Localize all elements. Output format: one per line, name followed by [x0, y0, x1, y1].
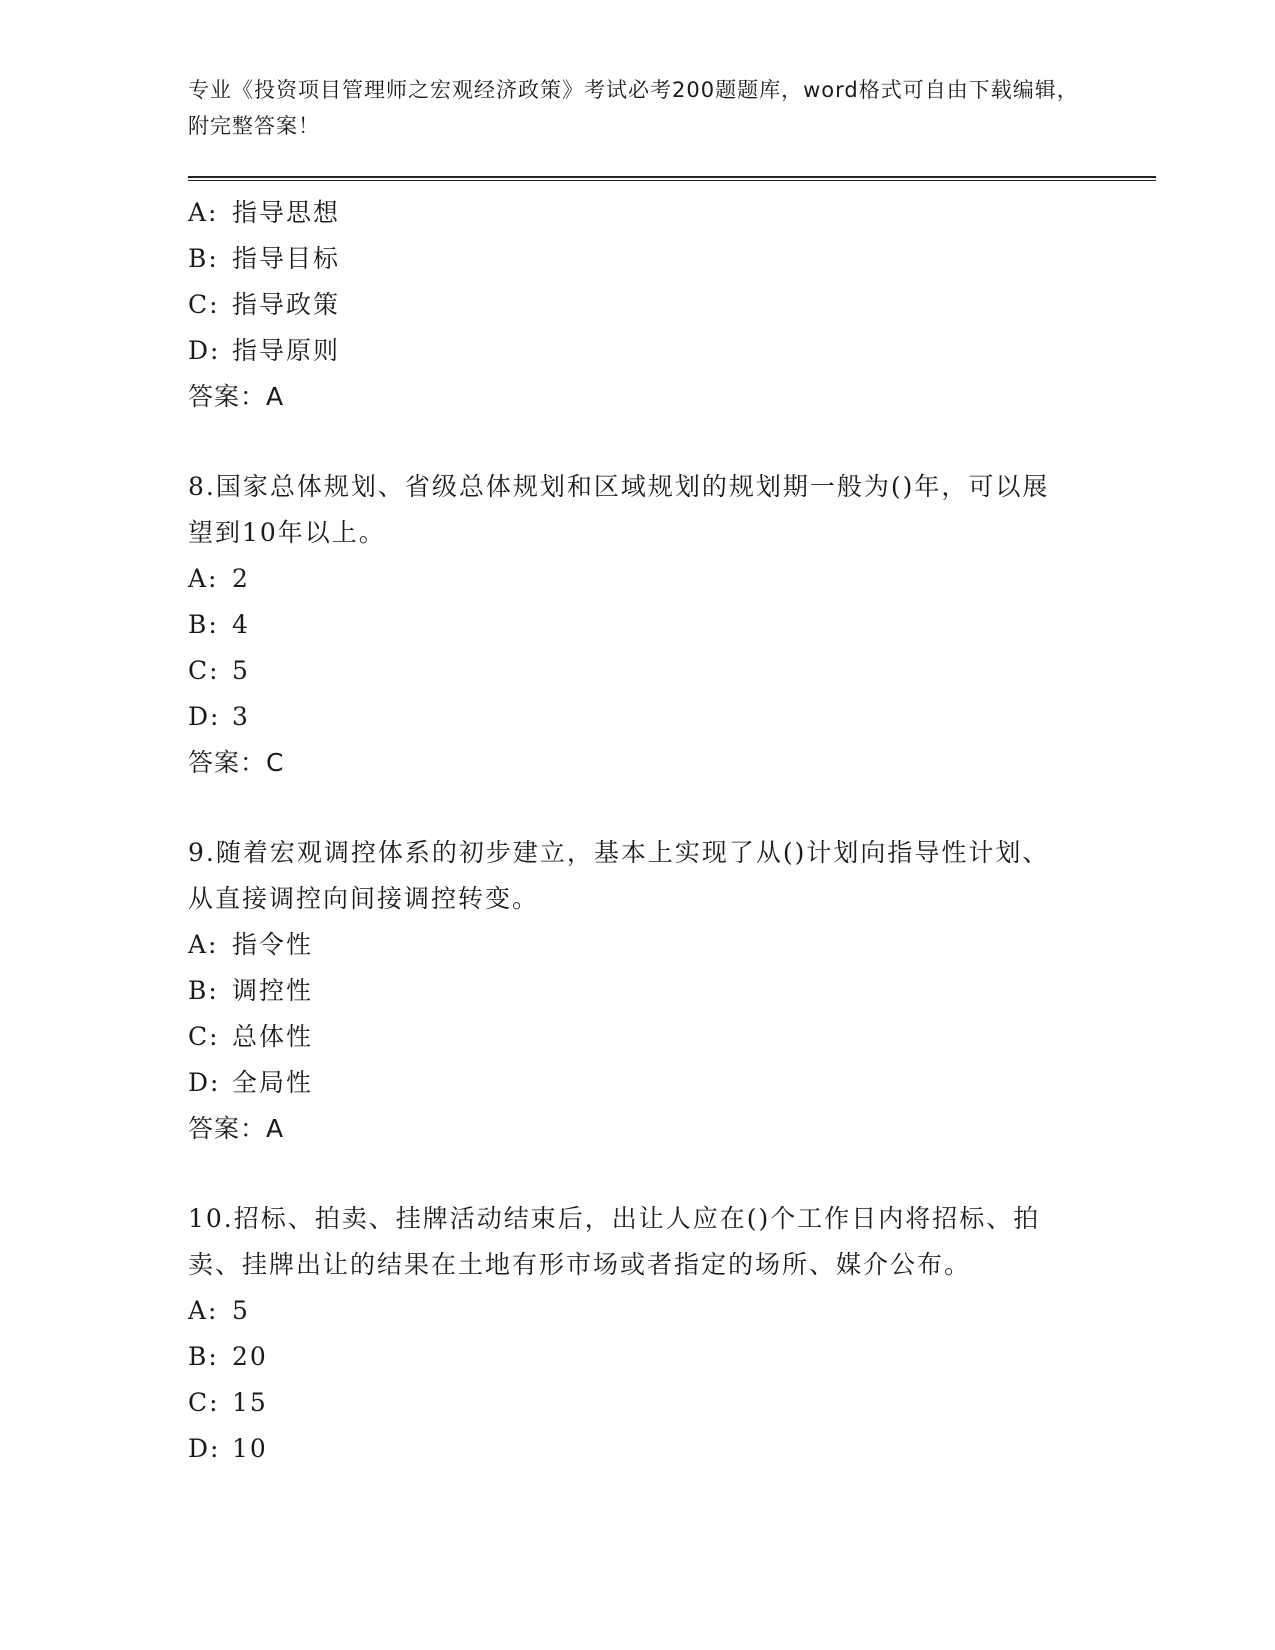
- question-block-9: [188, 830, 1088, 1152]
- option-d: D: 10: [188, 1434, 268, 1463]
- option-d: D: 指导原则: [188, 336, 341, 365]
- question-block-10: [188, 1196, 1088, 1472]
- header-divider: [188, 176, 1156, 181]
- answer-line: 答案：A: [188, 382, 285, 411]
- option-b: B: 指导目标: [188, 244, 341, 273]
- answer-line: 答案：A: [188, 1114, 285, 1143]
- question-text: 9.随着宏观调控体系的初步建立，基本上实现了从()计划向指导性计划、从直接调控向间接调控转变。: [188, 838, 1050, 913]
- option-b: B: 20: [188, 1342, 268, 1371]
- document-header: [188, 72, 1088, 144]
- option-d: D: 3: [188, 702, 250, 731]
- question-block-8: [188, 464, 1088, 786]
- header-intro-text: 专业《投资项目管理师之宏观经济政策》考试必考200题题库，word格式可自由下载编辑，附完整答案！: [188, 78, 1079, 138]
- option-c: C: 指导政策: [188, 290, 341, 319]
- option-c: C: 15: [188, 1388, 268, 1417]
- option-b: B: 调控性: [188, 976, 314, 1005]
- option-a: A: 指导思想: [188, 198, 341, 227]
- question-text: 8.国家总体规划、省级总体规划和区域规划的规划期一般为()年，可以展望到10年以上。: [188, 472, 1050, 547]
- option-c: C: 总体性: [188, 1022, 314, 1051]
- question-text: 10.招标、拍卖、挂牌活动结束后，出让人应在()个工作日内将招标、拍卖、挂牌出让的结果在土地有形市场或者指定的场所、媒介公布。: [188, 1204, 1041, 1279]
- option-d: D: 全局性: [188, 1068, 314, 1097]
- option-a: A: 指令性: [188, 930, 314, 959]
- option-b: B: 4: [188, 610, 250, 639]
- question-block-7: [188, 190, 1088, 420]
- option-a: A: 5: [188, 1296, 250, 1325]
- question-list: [188, 190, 1088, 1472]
- option-a: A: 2: [188, 564, 250, 593]
- answer-line: 答案：C: [188, 748, 285, 777]
- option-c: C: 5: [188, 656, 250, 685]
